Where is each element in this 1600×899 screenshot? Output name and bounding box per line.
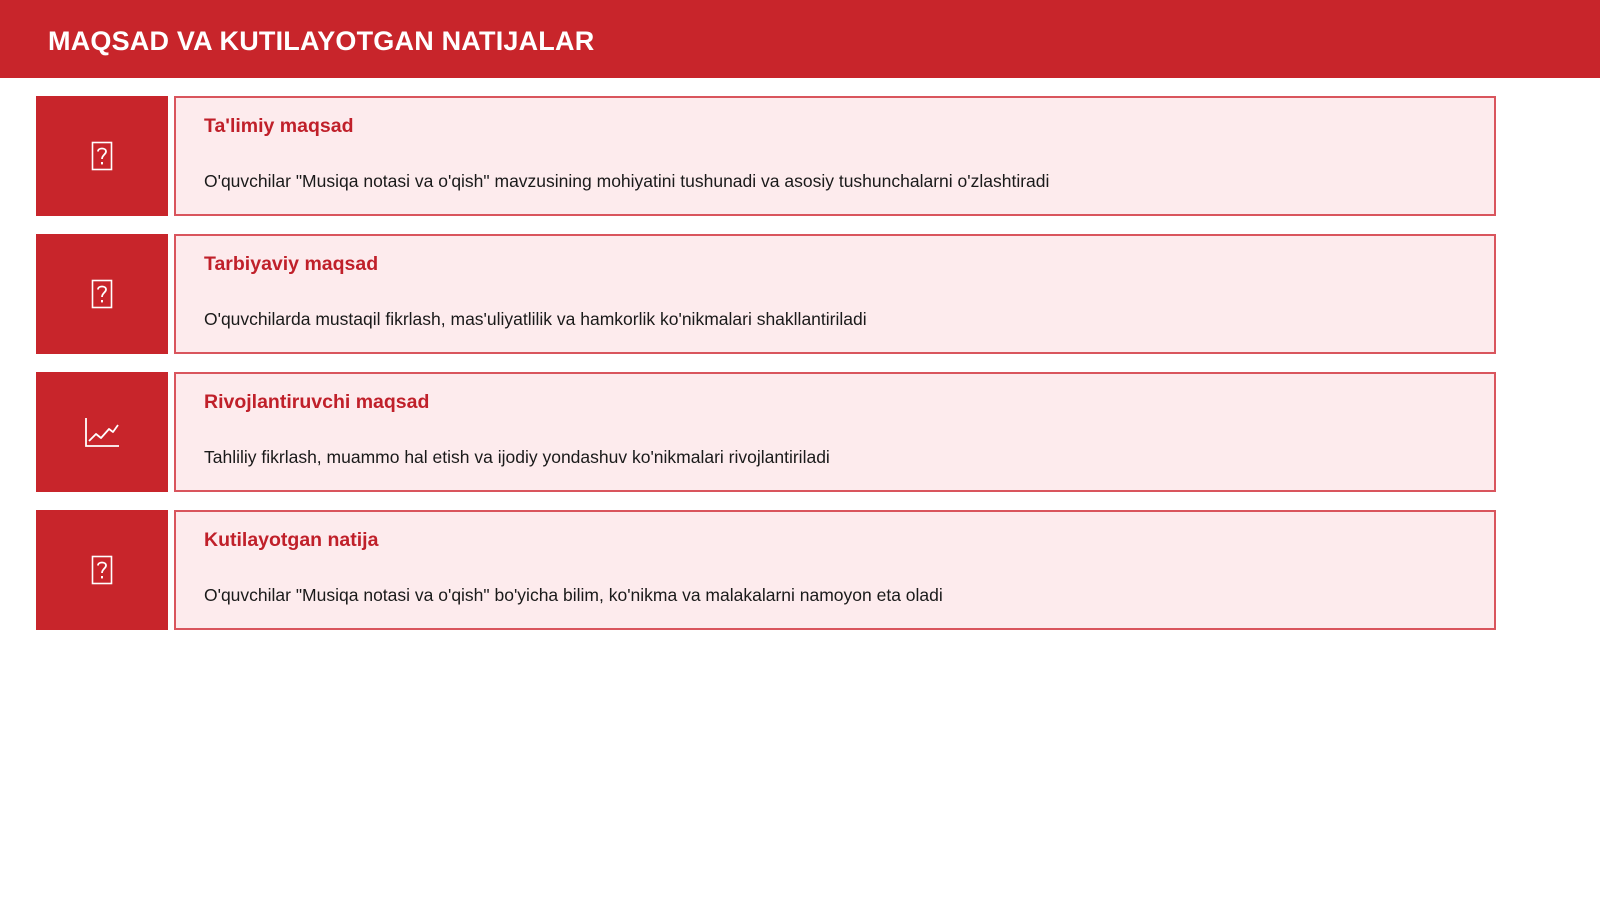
- goal-row-educational: [36, 96, 1494, 216]
- goal-title: Rivojlantiruvchi maqsad: [204, 391, 430, 413]
- goal-title: Kutilayotgan natija: [204, 529, 379, 551]
- goal-card: [174, 234, 1496, 354]
- goal-description: O'quvchilar "Musiqa notasi va o'qish" bo'yicha bilim, ko'nikma va malakalarni namoyon eta oladi: [204, 585, 943, 605]
- goals-list: [36, 96, 1494, 648]
- goal-row-developmental: [36, 372, 1494, 492]
- goal-title: Tarbiyaviy maqsad: [204, 253, 379, 275]
- goal-icon-box: [36, 372, 168, 492]
- goal-description: O'quvchilar "Musiqa notasi va o'qish" mavzusining mohiyatini tushunadi va asosiy tushunchalarni o'zlashtiradi: [204, 171, 1050, 191]
- goal-description: Tahliliy fikrlash, muammo hal etish va ijodiy yondashuv ko'nikmalari rivojlantiriladi: [204, 447, 830, 467]
- page-title: MAQSAD VA KUTILAYOTGAN NATIJALAR: [48, 26, 595, 56]
- missing-glyph-icon: [91, 141, 113, 171]
- goal-icon-box: [36, 234, 168, 354]
- missing-glyph-icon: [91, 555, 113, 585]
- goal-icon-box: [36, 96, 168, 216]
- header-bar: [0, 0, 1600, 78]
- missing-glyph-icon: [91, 279, 113, 309]
- goal-icon-box: [36, 510, 168, 630]
- goal-description: O'quvchilarda mustaqil fikrlash, mas'uliyatlilik va hamkorlik ko'nikmalari shakllantiriladi: [204, 309, 867, 329]
- goal-card: [174, 510, 1496, 630]
- line-chart-icon: [84, 416, 120, 448]
- goal-row-expected-result: [36, 510, 1494, 630]
- goal-row-upbringing: [36, 234, 1494, 354]
- goal-card: [174, 96, 1496, 216]
- goal-card: [174, 372, 1496, 492]
- goal-title: Ta'limiy maqsad: [204, 115, 354, 137]
